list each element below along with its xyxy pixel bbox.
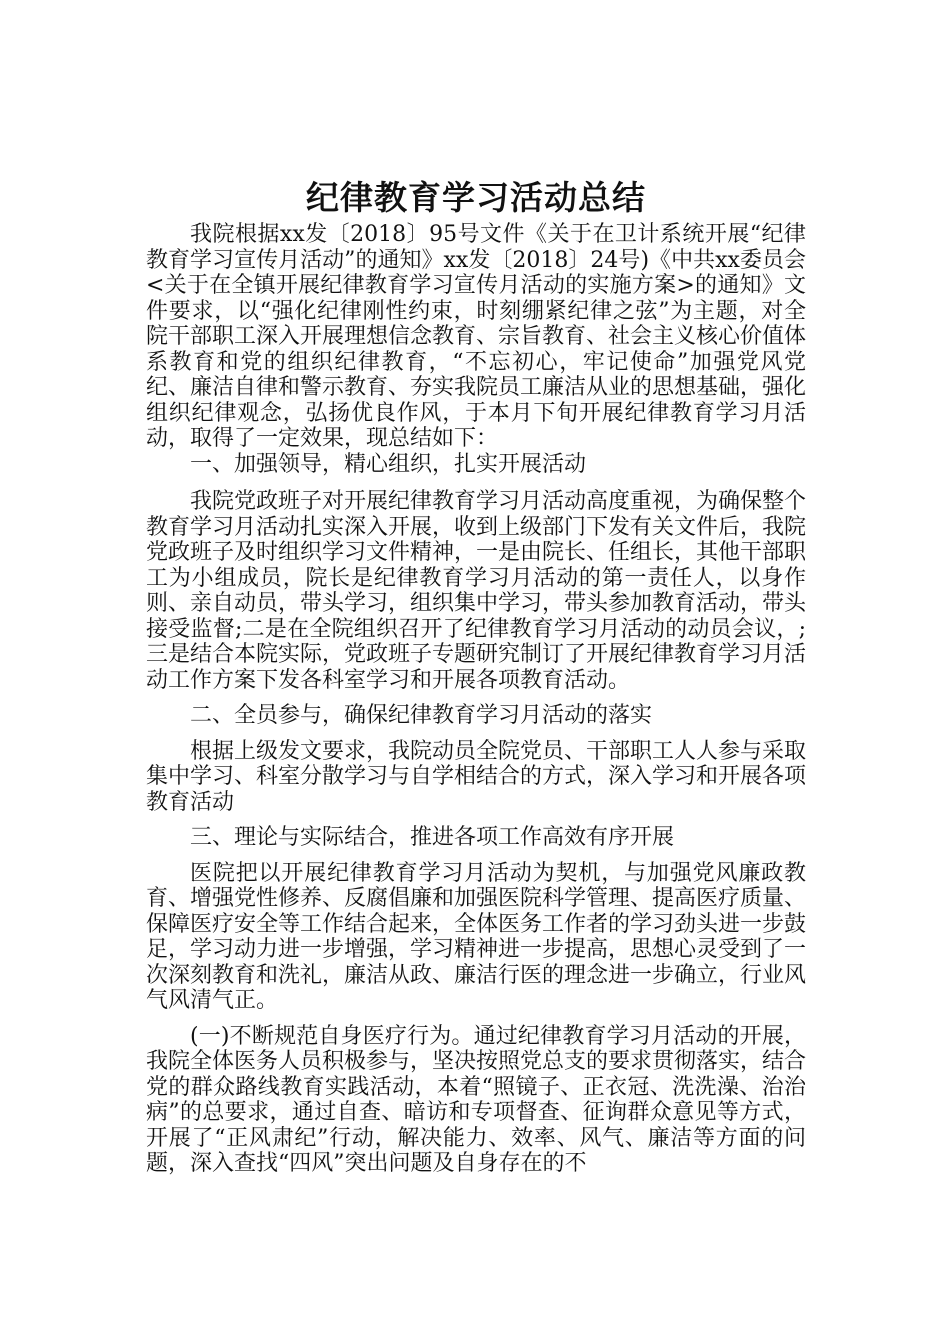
spacer xyxy=(146,815,806,825)
spacer xyxy=(146,693,806,703)
section-heading-3: 三、理论与实际结合，推进各项工作高效有序开展 xyxy=(190,825,675,850)
subsection-1-paragraph: (一)不断规范自身医疗行为。通过纪律教育学习月活动的开展，我院全体医务人员积极参与，坚决按照党总支的要求贯彻落实，结合党的群众路线教育实践活动，本着“照镜子、正衣冠、洗洗澡、治治病”的总要求，通过自查、暗访和专项督查、征询群众意见等方式，开展了“正风肃纪”行动，解决能力、效率、风气、廉洁等方面的问题，深入查找“四风”突出问题及自身存在的不 xyxy=(146,1023,807,1176)
spacer xyxy=(146,851,806,861)
section-heading-1: 一、加强领导，精心组织，扎实开展活动 xyxy=(190,451,587,477)
spacer xyxy=(146,729,806,739)
document-title: 纪律教育学习活动总结 xyxy=(306,178,646,217)
section-heading-2: 二、全员参与，确保纪律教育学习月活动的落实 xyxy=(190,703,653,728)
section-3-paragraph: 医院把以开展纪律教育学习月活动为契机，与加强党风廉政教育、增强党性修养、反腐倡廉和加强医院科学管理、提高医疗质量、保障医疗安全等工作结合起来，全体医务工作者的学习劲头进一步鼓足，学习动力进一步增强，学习精神进一步提高，思想心灵受到了一次深刻教育和洗礼，廉洁从政、廉洁行医的理念进一步确立，行业风气风清气正。 xyxy=(146,860,807,1013)
document-page xyxy=(146,176,806,1177)
intro-paragraph: 我院根据xx发〔2018〕95号文件《关于在卫计系统开展“纪律教育学习宣传月活动”的通知》xx发〔2018〕24号)《中共xx委员会<关于在全镇开展纪律教育学习宣传月活动的实施方案>的通知》文件要求，以“强化纪律刚性约束，时刻绷紧纪律之弦”为主题，对全院干部职工深入开展理想信念教育、宗旨教育、社会主义核心价值体系教育和党的组织纪律教育，“不忘初心，牢记使命”加强党风党纪、廉洁自律和警示教育、夯实我院员工廉洁从业的思想基础，强化组织纪律观念，弘扬优良作风，于本月下旬开展纪律教育学习月活动，取得了一定效果，现总结如下： xyxy=(146,222,807,451)
section-1-paragraph: 我院党政班子对开展纪律教育学习月活动高度重视，为确保整个教育学习月活动扎实深入开展，收到上级部门下发有关文件后，我院党政班子及时组织学习文件精神，一是由院长、任组长，其他干部职工为小组成员，院长是纪律教育学习月活动的第一责任人，以身作则、亲自动员，带头学习，组织集中学习，带头参加教育活动，带头接受监督;二是在全院组织召开了纪律教育学习月活动的动员会议，;三是结合本院实际，党政班子专题研究制订了开展纪律教育学习月活动工作方案下发各科室学习和开展各项教育活动。 xyxy=(146,489,807,693)
section-2-paragraph: 根据上级发文要求，我院动员全院党员、干部职工人人参与采取集中学习、科室分散学习与自学相结合的方式，深入学习和开展各项教育活动 xyxy=(146,738,807,815)
spacer xyxy=(146,1014,806,1024)
spacer xyxy=(146,477,806,489)
